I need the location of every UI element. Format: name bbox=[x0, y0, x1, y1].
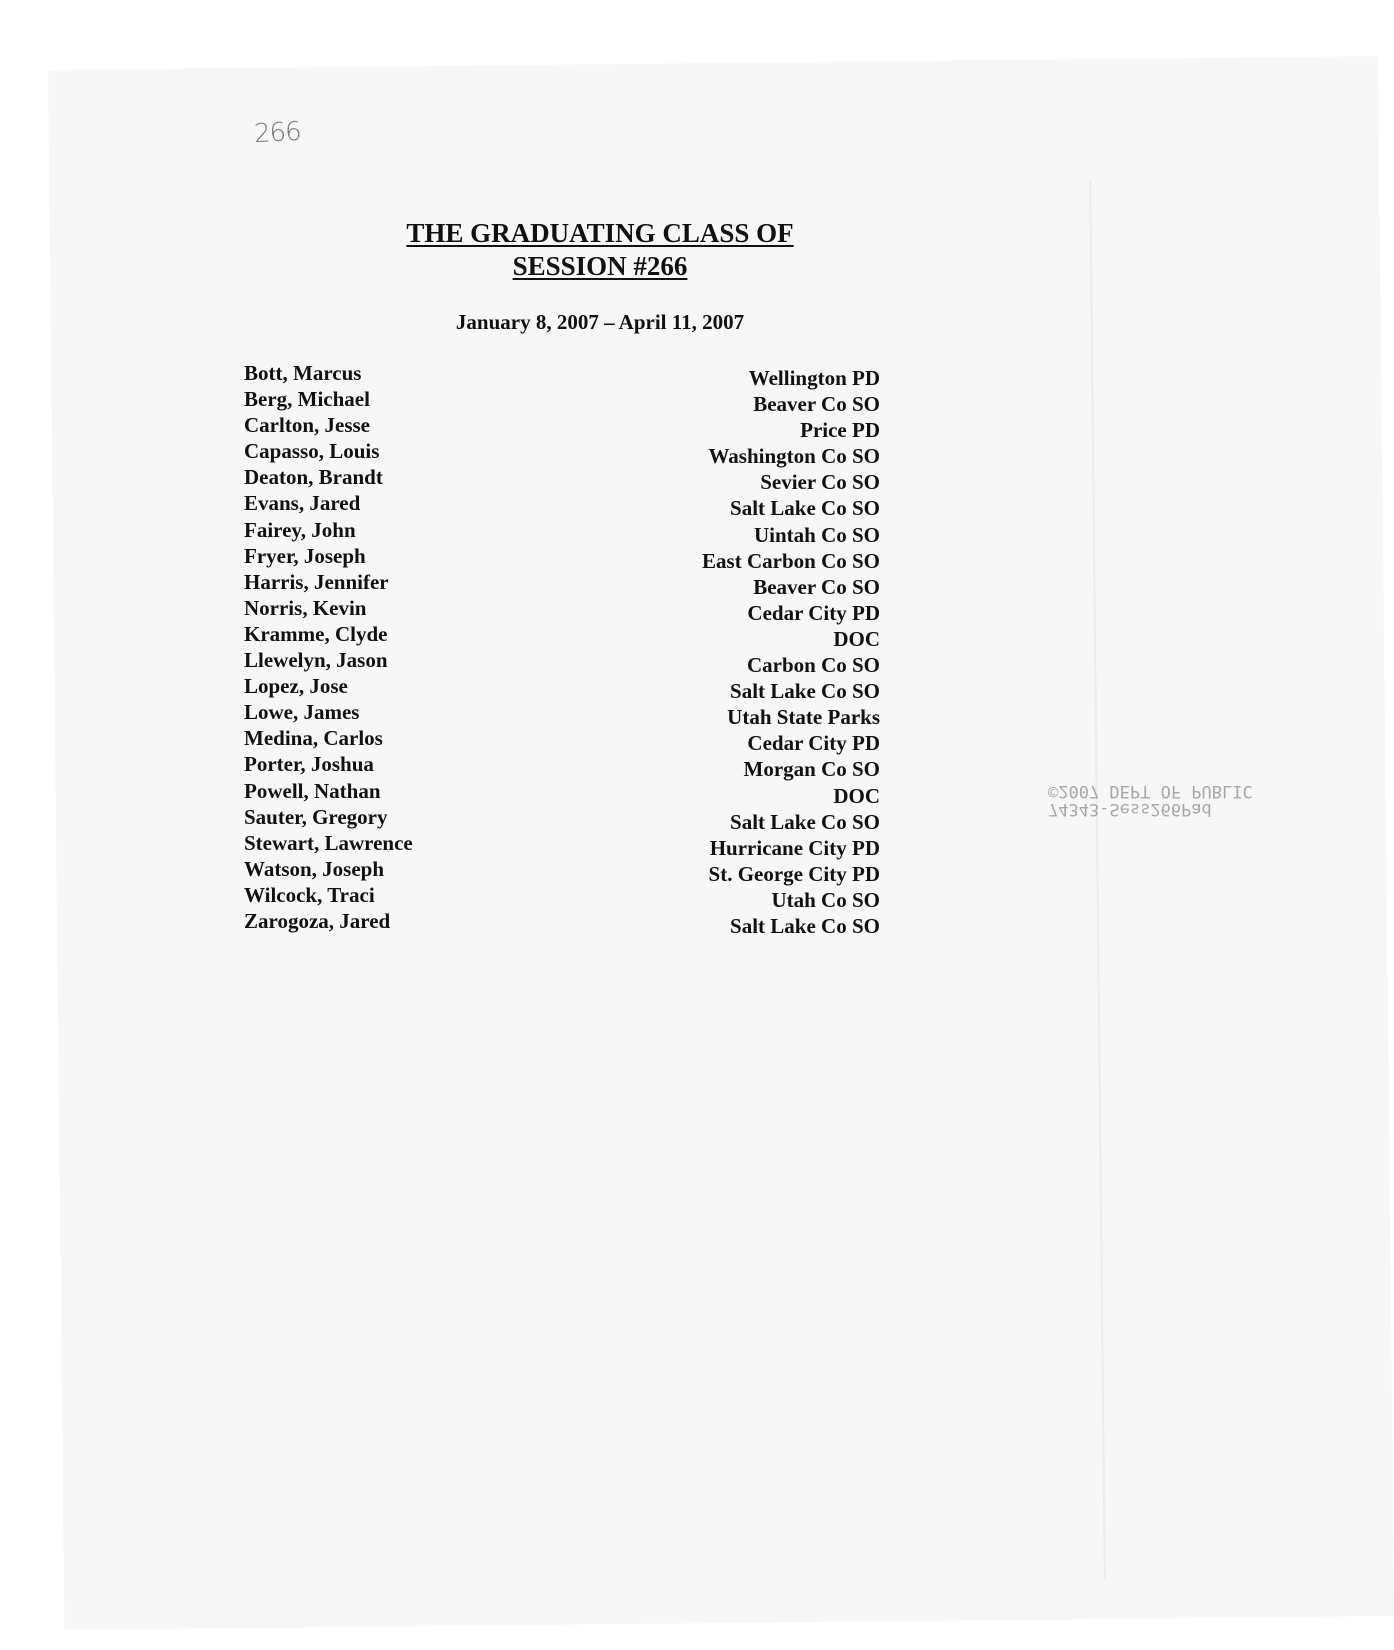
roster-row bbox=[244, 882, 944, 912]
graduate-name: Powell, Nathan bbox=[244, 778, 381, 803]
graduate-agency: Washington Co SO bbox=[708, 444, 880, 469]
title-text-1: THE GRADUATING CLASS OF bbox=[406, 218, 794, 248]
graduate-agency: Utah State Parks bbox=[727, 705, 880, 730]
graduate-name: Evans, Jared bbox=[244, 491, 361, 516]
graduate-name: Deaton, Brandt bbox=[244, 465, 383, 490]
roster-row bbox=[244, 386, 944, 417]
graduate-name: Wilcock, Traci bbox=[244, 882, 375, 907]
roster-row bbox=[244, 830, 944, 860]
graduate-agency: Hurricane City PD bbox=[709, 835, 880, 860]
roster-row bbox=[244, 908, 944, 938]
graduate-agency: Beaver Co SO bbox=[753, 574, 880, 599]
graduate-agency: Salt Lake Co SO bbox=[730, 496, 880, 521]
stamp-line-2: ©2007 DEPT OF PUBLIC bbox=[1048, 781, 1253, 801]
roster-row bbox=[244, 647, 944, 678]
roster-row bbox=[244, 360, 944, 390]
roster-row bbox=[244, 699, 944, 730]
roster-row bbox=[244, 595, 944, 625]
graduate-name: Stewart, Lawrence bbox=[244, 830, 413, 855]
graduate-name: Carlton, Jesse bbox=[244, 413, 370, 438]
document-title-line-1 bbox=[350, 218, 850, 249]
graduate-name: Watson, Joseph bbox=[244, 856, 385, 881]
graduate-name: Lowe, James bbox=[244, 700, 360, 725]
graduate-agency: Carbon Co SO bbox=[746, 653, 880, 678]
graduate-name: Fryer, Joseph bbox=[244, 543, 366, 568]
stamp-line-1: 74343-Sess266Pad bbox=[1048, 799, 1212, 819]
graduate-agency: St. George City PD bbox=[708, 861, 880, 886]
document-title-line-2 bbox=[350, 251, 850, 282]
roster-row bbox=[244, 856, 944, 886]
roster-row bbox=[244, 490, 944, 521]
graduate-name: Llewelyn, Jason bbox=[244, 648, 388, 673]
graduate-name: Kramme, Clyde bbox=[244, 621, 388, 646]
roster-row bbox=[244, 412, 944, 443]
graduate-name: Porter, Joshua bbox=[244, 752, 374, 777]
roster-row bbox=[244, 517, 944, 547]
graduate-agency: Cedar City PD bbox=[747, 731, 880, 756]
roster-row bbox=[244, 673, 944, 704]
roster-row bbox=[244, 543, 944, 573]
graduate-agency: Price PD bbox=[800, 418, 880, 443]
graduate-name: Bott, Marcus bbox=[244, 361, 362, 385]
session-dates: January 8, 2007 – April 11, 2007 bbox=[455, 310, 745, 334]
graduate-agency: Cedar City PD bbox=[747, 600, 880, 625]
graduate-name: Capasso, Louis bbox=[244, 439, 380, 464]
title-text-2: SESSION #266 bbox=[512, 251, 688, 281]
graduate-agency: DOC bbox=[833, 783, 880, 808]
graduate-agency: Morgan Co SO bbox=[743, 757, 880, 782]
graduate-agency: Sevier Co SO bbox=[760, 470, 880, 495]
graduate-agency: DOC bbox=[833, 626, 880, 651]
graduate-name: Medina, Carlos bbox=[244, 726, 383, 751]
graduate-name: Sauter, Gregory bbox=[244, 804, 388, 829]
graduate-roster bbox=[244, 360, 944, 938]
graduate-agency: Salt Lake Co SO bbox=[730, 809, 880, 834]
graduate-agency: Uintah Co SO bbox=[753, 522, 880, 547]
graduate-agency: East Carbon Co SO bbox=[702, 548, 880, 573]
graduate-agency: Utah Co SO bbox=[771, 887, 880, 912]
graduate-agency: Salt Lake Co SO bbox=[730, 679, 880, 704]
roster-row bbox=[244, 751, 944, 782]
roster-row bbox=[244, 464, 944, 495]
graduate-agency: Beaver Co SO bbox=[753, 392, 880, 417]
graduate-name: Norris, Kevin bbox=[244, 595, 367, 620]
roster-row bbox=[244, 778, 944, 808]
graduate-agency: Salt Lake Co SO bbox=[730, 913, 880, 938]
photo-stamp bbox=[1048, 782, 1253, 818]
graduate-name: Lopez, Jose bbox=[244, 674, 348, 699]
graduate-name: Zarogoza, Jared bbox=[244, 908, 391, 933]
roster-row bbox=[244, 438, 944, 469]
graduate-name: Fairey, John bbox=[244, 517, 356, 542]
roster-row bbox=[244, 804, 944, 834]
roster-row bbox=[244, 725, 944, 756]
roster-row bbox=[244, 621, 944, 651]
roster-row bbox=[244, 569, 944, 599]
handwritten-session-number: 266 bbox=[253, 116, 302, 150]
graduate-agency: Wellington PD bbox=[748, 366, 880, 390]
graduate-name: Harris, Jennifer bbox=[244, 569, 389, 594]
graduate-name: Berg, Michael bbox=[244, 387, 370, 412]
